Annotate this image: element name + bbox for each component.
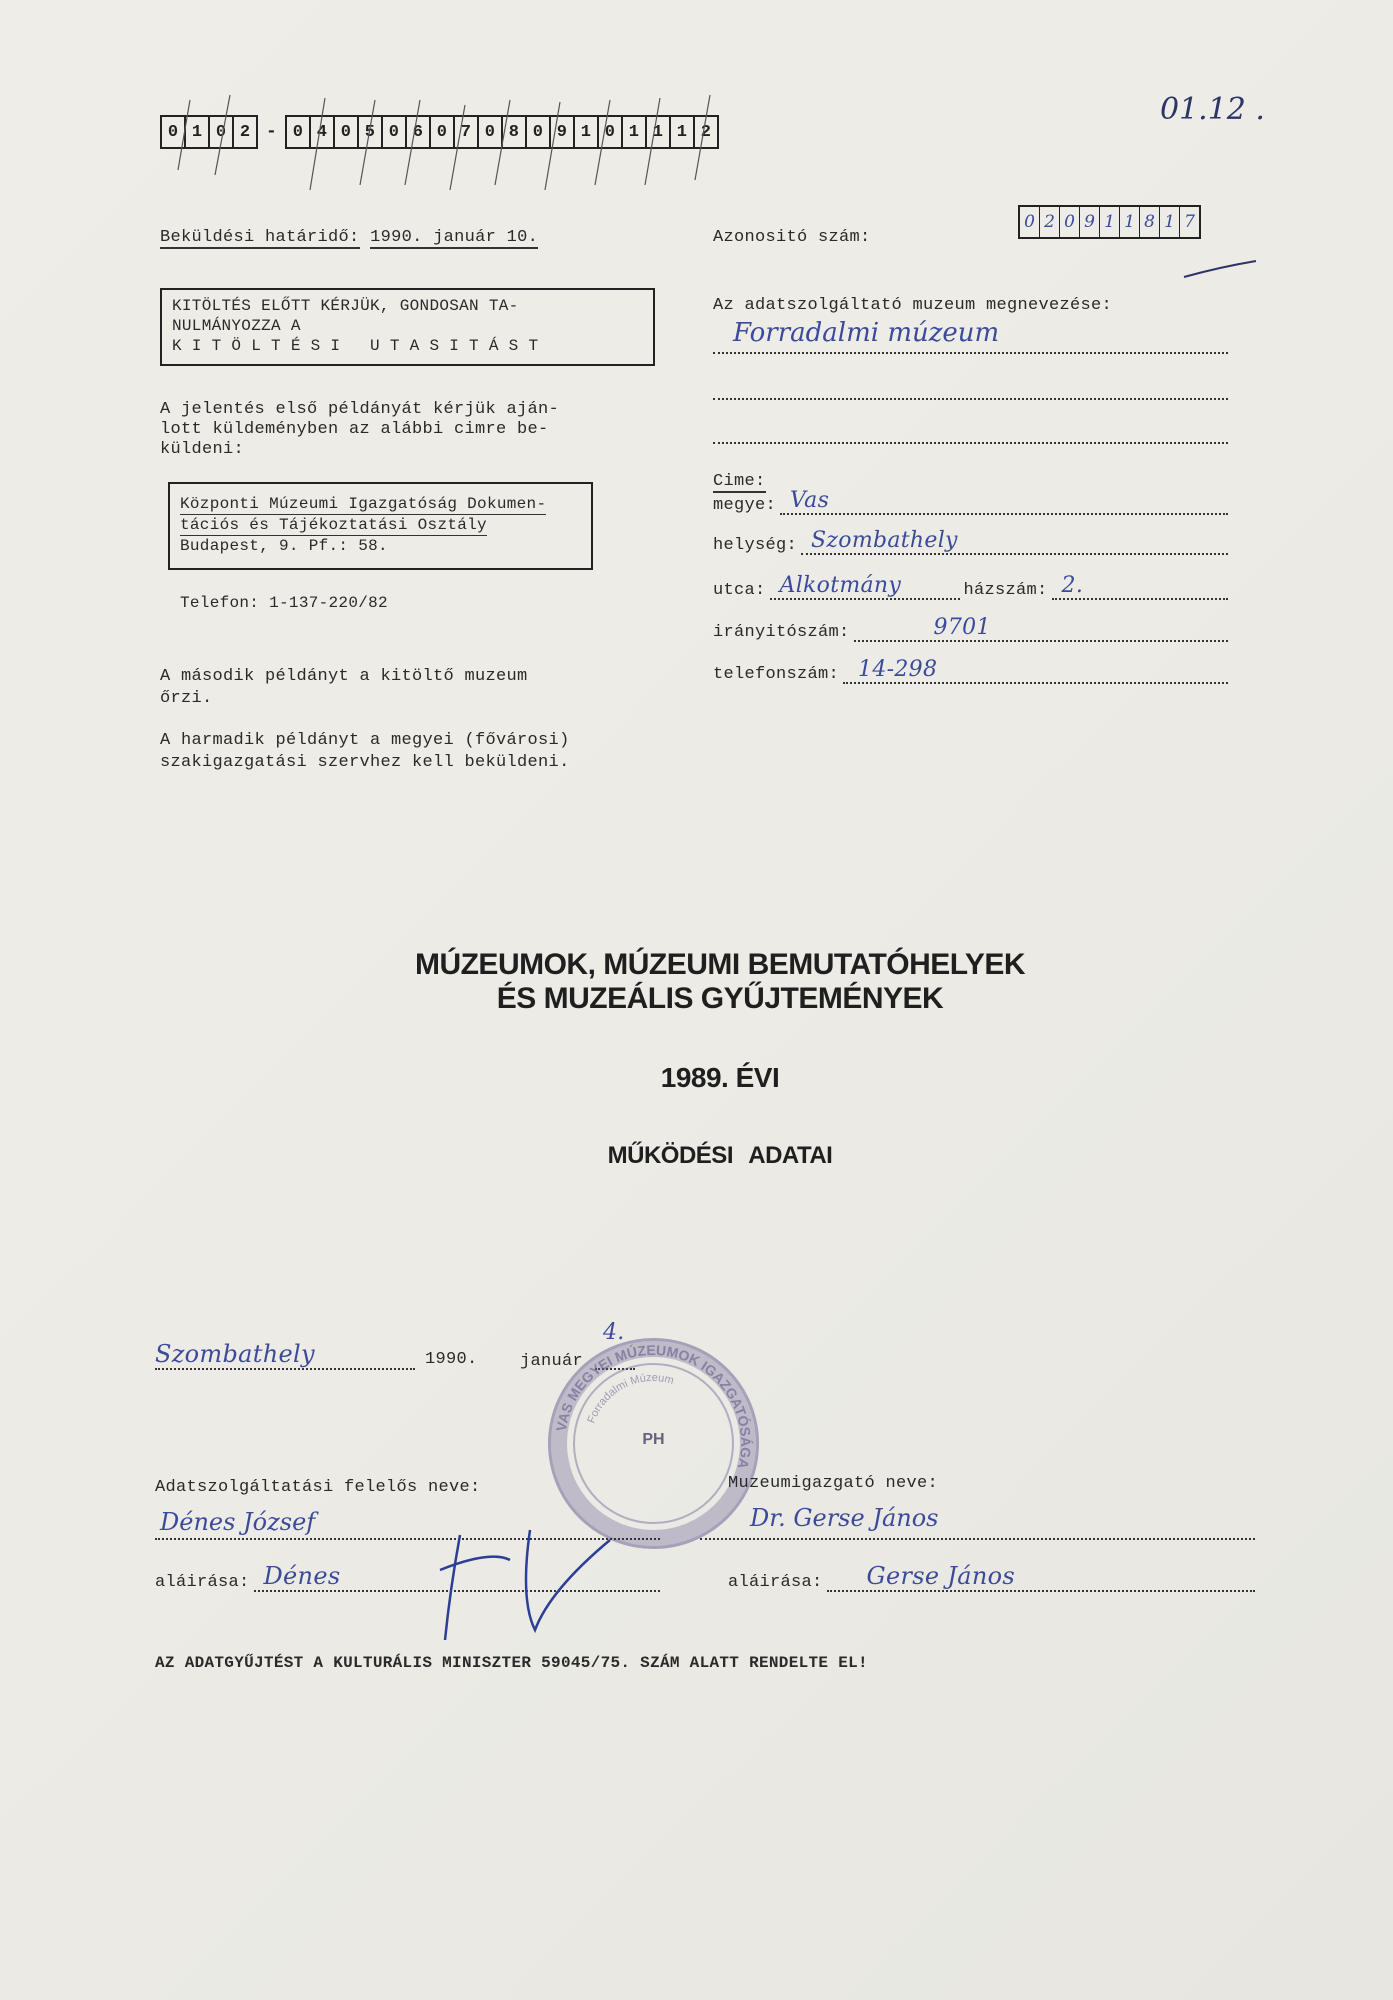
address-line: Budapest, 9. Pf.: 58. [180, 537, 388, 555]
code-cell: 1 [647, 117, 671, 147]
signature-label-2: aláirása: [728, 1573, 823, 1592]
helyseg-value: Szombathely [811, 528, 958, 553]
id-cell: 1 [1100, 207, 1120, 237]
iranyitoszam-value: 9701 [933, 615, 991, 640]
identifier-label: Azonositó szám: [713, 228, 871, 247]
id-cell: 1 [1160, 207, 1180, 237]
instruction-box [160, 288, 655, 366]
director-label: Muzeumigazgató neve: [728, 1474, 939, 1493]
code-cell: 0 [527, 117, 551, 147]
megye-field [780, 488, 1228, 515]
megye-value: Vas [790, 488, 830, 513]
code-cell: 5 [359, 117, 383, 147]
director-signature-row [728, 1562, 1255, 1592]
instruction-line: NULMÁNYOZZA A [172, 317, 301, 335]
telefonszam-field [843, 657, 1228, 684]
director-signature-field [827, 1562, 1255, 1592]
utca-label: utca: [713, 581, 766, 600]
first-copy-text [160, 400, 559, 460]
second-copy-line: őrzi. [160, 689, 213, 708]
code-cell: 1 [623, 117, 647, 147]
telefonszam-label: telefonszám: [713, 665, 840, 684]
third-copy-line: szakigazgatási szervhez kell beküldeni. [160, 753, 570, 772]
code-cell: 4 [311, 117, 335, 147]
stamp-center: PH [642, 1431, 665, 1448]
code-cell: 6 [407, 117, 431, 147]
address-line: tációs és Tájékoztatási Osztály [180, 516, 487, 534]
code-cell: 0 [383, 117, 407, 147]
first-copy-line: lott küldeményben az alábbi cimre be- [160, 420, 549, 439]
phone-number: Telefon: 1-137-220/82 [180, 594, 388, 612]
deadline [160, 228, 538, 247]
museum-name-label: Az adatszolgáltató muzeum megnevezése: [713, 296, 1113, 315]
address-cime-megye [713, 472, 1228, 515]
director-name: Dr. Gerse János [750, 1504, 939, 1532]
date-year: 1990. [425, 1350, 478, 1369]
responsible-label: Adatszolgáltatási felelős neve: [155, 1478, 481, 1497]
iranyitoszam-row [713, 615, 1228, 642]
code-cell: 0 [599, 117, 623, 147]
date-line [155, 1320, 625, 1371]
iranyitoszam-field [854, 615, 1228, 642]
identifier-box [1018, 205, 1201, 239]
svg-text:VAS MEGYEI MÚZEUMOK IGAZGATÓSÁ: VAS MEGYEI MÚZEUMOK IGAZGATÓSÁGA [552, 1341, 755, 1471]
helyseg-label: helység: [713, 536, 798, 555]
iranyitoszam-label: irányitószám: [713, 623, 850, 642]
id-cell: 7 [1184, 212, 1195, 232]
hazszam-value: 2. [1061, 573, 1084, 598]
date-day: 4. [603, 1320, 625, 1345]
title-year: 1989. ÉVI [660, 1062, 780, 1093]
id-cell: 1 [1120, 207, 1140, 237]
code-cell: 1 [186, 117, 210, 147]
address-line: Központi Múzeumi Igazgatóság Dokumen- [180, 495, 547, 513]
museum-name-line-1 [713, 318, 1228, 354]
title-line-3: MŰKÖDÉSI ADATAI [607, 1142, 833, 1169]
pen-mark [1180, 255, 1260, 285]
second-copy-line: A második példányt a kitöltő muzeum [160, 667, 528, 686]
megye-label: megye: [713, 496, 777, 515]
code-cell: 0 [210, 117, 234, 147]
director-name-field [700, 1504, 1255, 1540]
code-cell: 8 [503, 117, 527, 147]
svg-text:Forradalmi Múzeum: Forradalmi Múzeum [585, 1371, 676, 1425]
code-cell: 2 [700, 122, 711, 142]
utca-field [770, 573, 960, 600]
date-place: Szombathely [155, 1340, 315, 1368]
handwritten-corner-note: 01.12 . [1160, 92, 1265, 127]
code-cell: 0 [162, 117, 186, 147]
signature-scribble [420, 1510, 640, 1650]
utca-row [713, 573, 1228, 600]
telefonszam-row [713, 657, 1228, 684]
helyseg-row [713, 528, 1228, 555]
first-copy-line: A jelentés első példányát kérjük aján- [160, 400, 560, 419]
code-strike-marks [160, 90, 800, 200]
helyseg-field [801, 528, 1228, 555]
third-copy-line: A harmadik példányt a megyei (fővárosi) [160, 731, 570, 750]
deadline-value: 1990. január 10. [370, 228, 539, 247]
title-line-2: ÉS MUZEÁLIS GYŰJTEMÉNYEK [496, 982, 944, 1015]
id-cell: 0 [1060, 207, 1080, 237]
document-title [300, 948, 1140, 1016]
code-cell: 7 [455, 117, 479, 147]
signature-label: aláirása: [155, 1573, 250, 1592]
responsible-name: Dénes József [160, 1508, 316, 1536]
deadline-label: Beküldési határidő: [160, 228, 360, 247]
first-copy-line: küldeni: [160, 440, 245, 459]
footer-decree: AZ ADATGYŰJTÉST A KULTURÁLIS MINISZTER 59045/75. SZÁM ALATT RENDELTE EL! [155, 1654, 868, 1672]
code-cell: 1 [671, 117, 695, 147]
id-cell: 2 [1040, 207, 1060, 237]
address-box [168, 482, 593, 570]
code-cell: 0 [287, 117, 311, 147]
hazszam-field [1052, 573, 1228, 600]
responsible-signature: Dénes [263, 1562, 341, 1590]
director-signature: Gerse János [866, 1562, 1015, 1590]
instruction-line: KITÖLTÉS ELŐTT KÉRJÜK, GONDOSAN TA- [172, 297, 519, 315]
museum-name-line-2 [713, 378, 1228, 400]
title-line-1: MÚZEUMOK, MÚZEUMI BEMUTATÓHELYEK [414, 948, 1026, 981]
date-month: január [520, 1352, 584, 1371]
instruction-line: K I T Ö L T É S I U T A S I T Á S T [172, 337, 539, 355]
utca-value: Alkotmány [779, 573, 902, 598]
code-cell: 0 [335, 117, 359, 147]
hazszam-label: házszám: [963, 581, 1048, 600]
third-copy-text [160, 730, 570, 774]
second-copy-text [160, 666, 528, 710]
code-cell: 1 [575, 117, 599, 147]
museum-name-line-3 [713, 422, 1228, 444]
id-cell: 9 [1080, 207, 1100, 237]
museum-name-value: Forradalmi múzeum [733, 318, 1000, 348]
code-cell: 9 [551, 117, 575, 147]
id-cell: 8 [1140, 207, 1160, 237]
code-cell: 0 [479, 117, 503, 147]
telefonszam-value: 14-298 [858, 657, 938, 682]
code-separator: - [266, 122, 277, 142]
code-cell: 2 [239, 122, 251, 142]
code-cell: 0 [431, 117, 455, 147]
cime-label: Cime: [713, 472, 766, 491]
id-cell: 0 [1020, 207, 1040, 237]
